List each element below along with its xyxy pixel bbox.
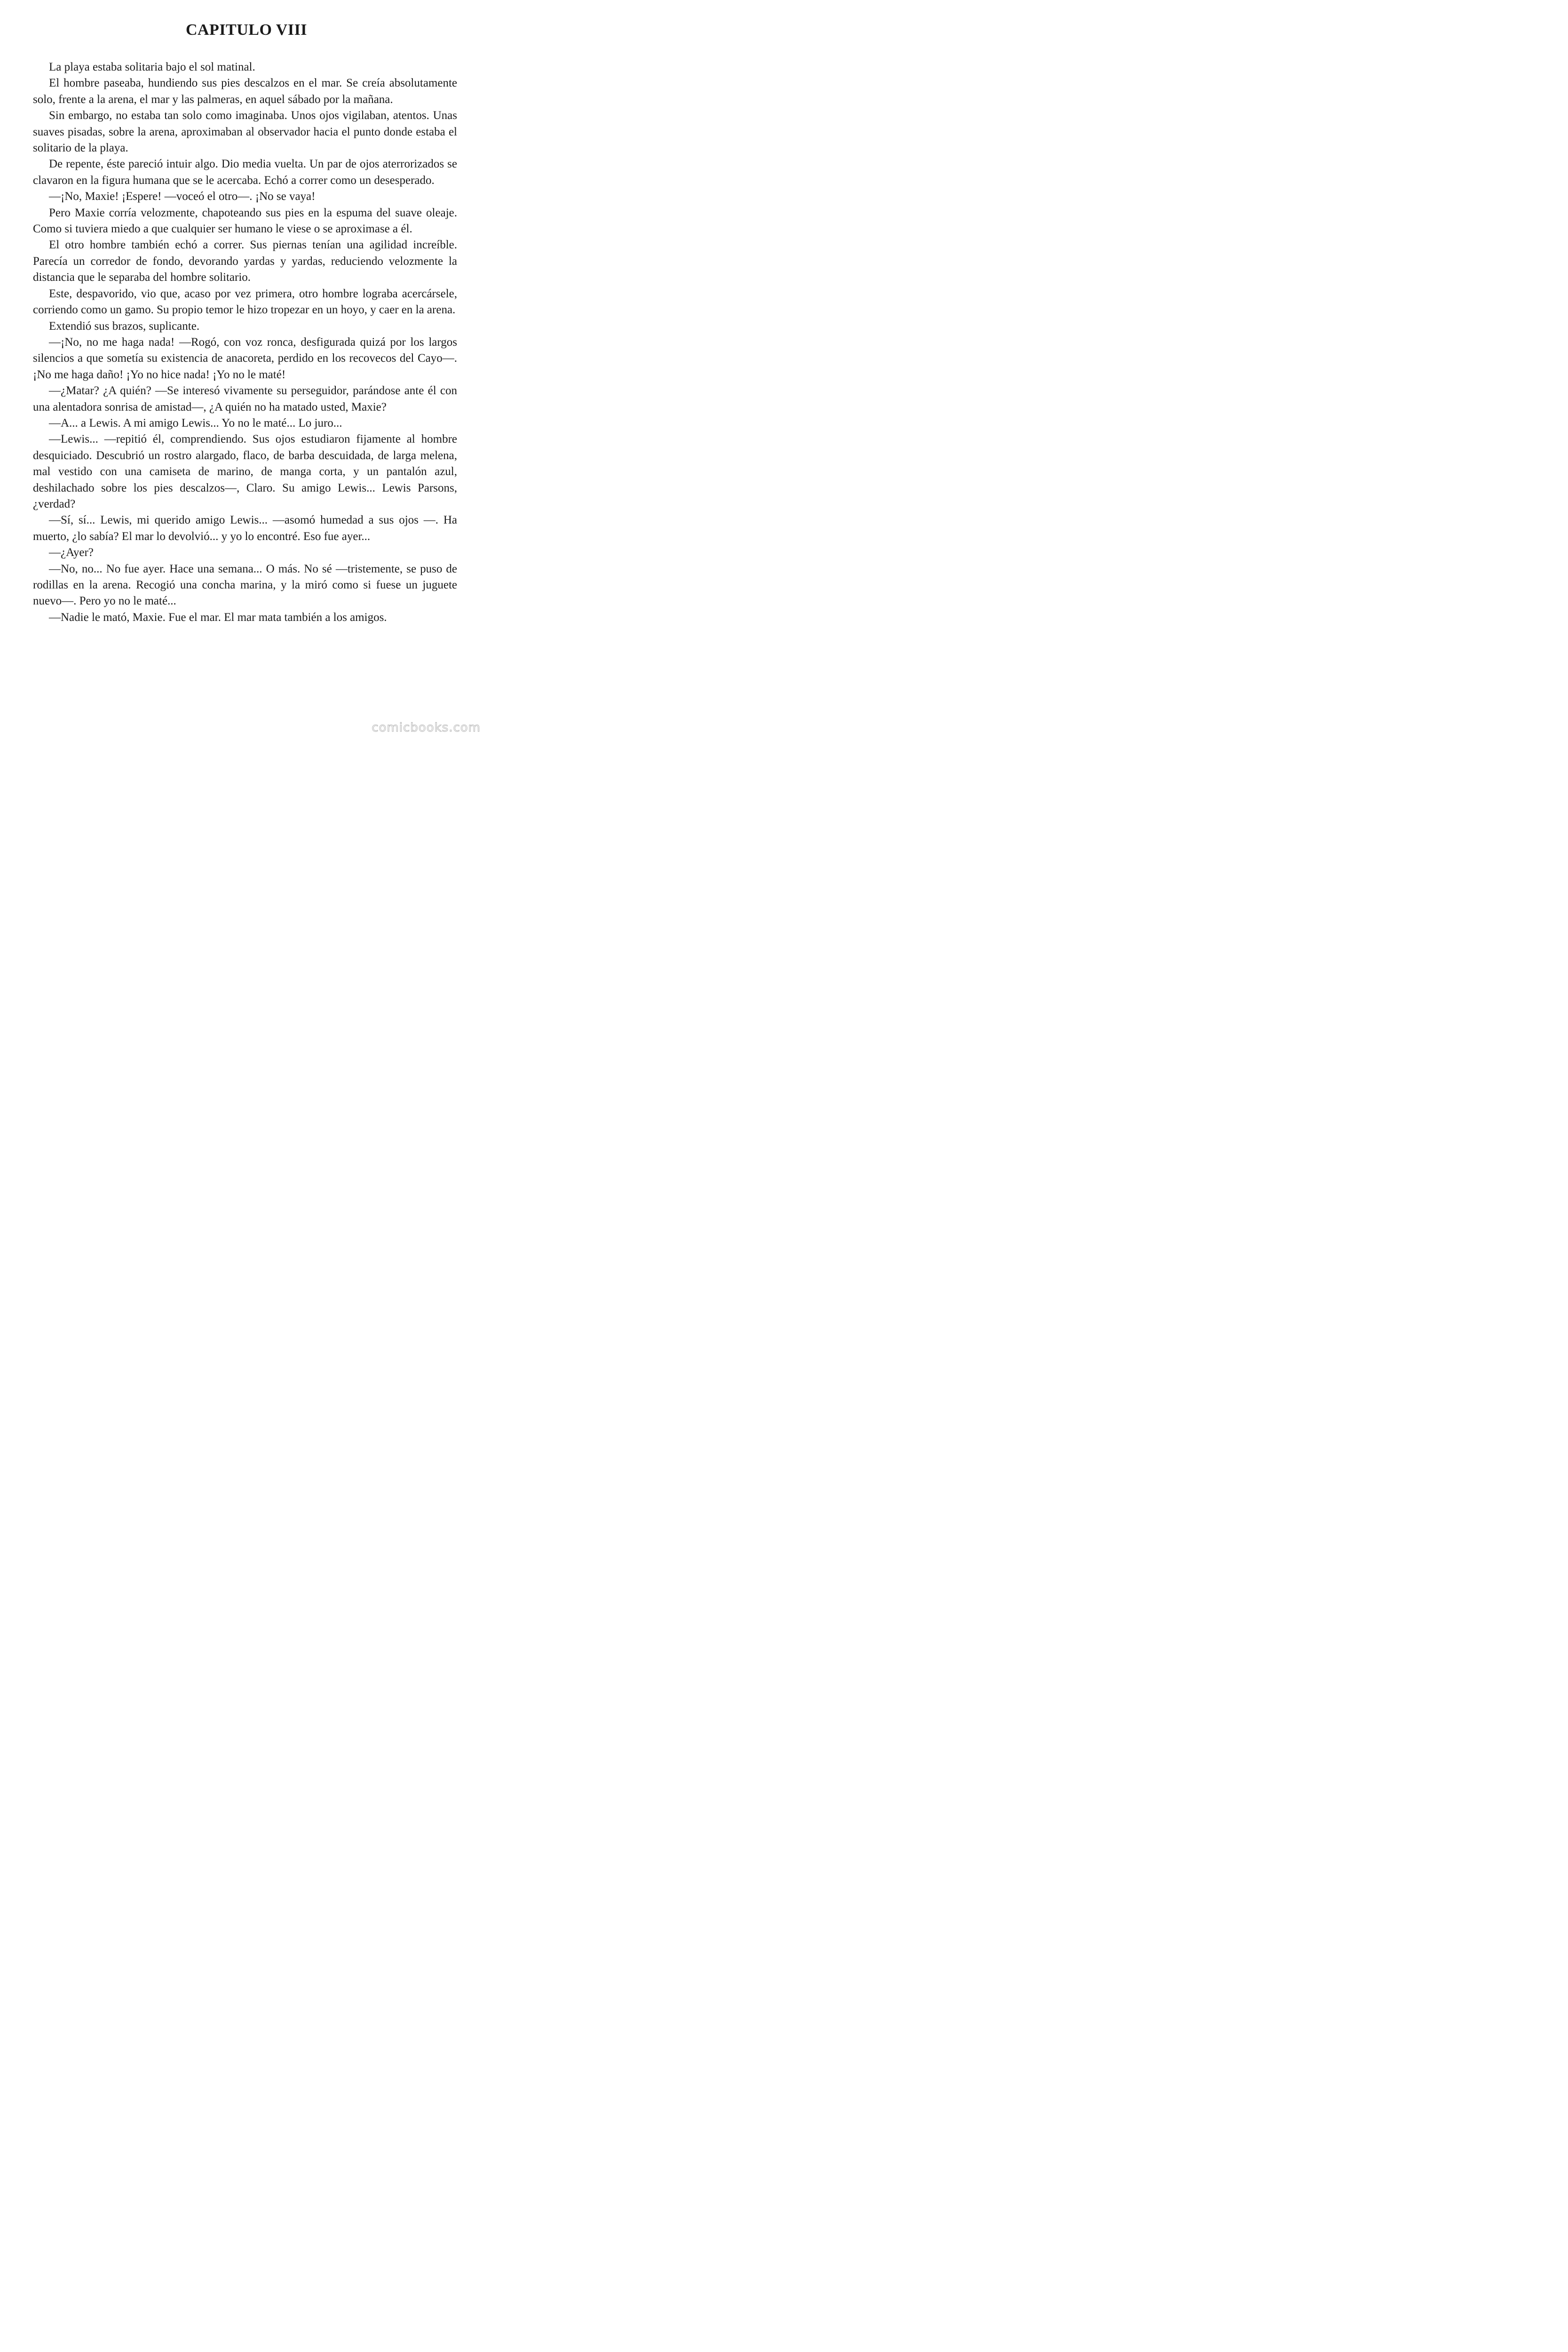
book-page (0, 0, 493, 739)
watermark: comicbooks.com (372, 721, 481, 735)
paragraph: —No, no... No fue ayer. Hace una semana... O más. No sé —tristemente, se puso de rodillas en la arena. Recogió una concha marina, y la miró como si fuese un juguete nuevo—. Pero yo no le maté... (33, 562, 457, 608)
paragraph: La playa estaba solitaria bajo el sol matinal. (49, 61, 255, 73)
paragraph: —Nadie le mató, Maxie. Fue el mar. El mar mata también a los amigos. (49, 611, 387, 624)
paragraph: —¿Ayer? (49, 546, 94, 559)
paragraph: Pero Maxie corría velozmente, chapoteando sus pies en la espuma del suave oleaje. Como si tuviera miedo a que cualquier ser humano le viese o se aproximase a él. (33, 206, 457, 236)
chapter-body (33, 59, 457, 626)
paragraph: Extendió sus brazos, suplicante. (49, 319, 200, 333)
paragraph: —¡No, Maxie! ¡Espere! —voceó el otro—. ¡No se vaya! (49, 190, 316, 203)
paragraph: El otro hombre también echó a correr. Sus piernas tenían una agilidad increíble. Parecía un corredor de fondo, devorando yardas y yardas, reduciendo velozmente la distancia que le separaba del hombre solitario. (33, 238, 457, 284)
paragraph: —Lewis... —repitió él, comprendiendo. Sus ojos estudiaron fijamente al hombre desquiciado. Descubrió un rostro alargado, flaco, de barba descuidada, de larga melena, mal vestido con una camiseta de marino, de manga corta, y un pantalón azul, deshilachado sobre los pies descalzos—, Claro. Su amigo Lewis... Lewis Parsons, ¿verdad? (33, 433, 457, 510)
chapter-title: CAPITULO VIII (185, 21, 308, 39)
paragraph: —¿Matar? ¿A quién? —Se interesó vivamente su perseguidor, parándose ante él con una alentadora sonrisa de amistad—, ¿A quién no ha matado usted, Maxie? (33, 384, 457, 413)
paragraph: Este, despavorido, vio que, acaso por vez primera, otro hombre lograba acercársele, corriendo como un gamo. Su propio temor le hizo tropezar en un hoyo, y caer en la arena. (33, 287, 457, 317)
paragraph: De repente, éste pareció intuir algo. Dio media vuelta. Un par de ojos aterrorizados se clavaron en la figura humana que se le acercaba. Echó a correr como un desesperado. (33, 158, 457, 187)
paragraph: Sin embargo, no estaba tan solo como imaginaba. Unos ojos vigilaban, atentos. Unas suaves pisadas, sobre la arena, aproximaban al observador hacia el punto donde estaba el solitario de la playa. (33, 109, 457, 155)
paragraph: —Sí, sí... Lewis, mi querido amigo Lewis... —asomó humedad a sus ojos —. Ha muerto, ¿lo sabía? El mar lo devolvió... y yo lo encontré. Eso fue ayer... (33, 514, 457, 543)
paragraph: —¡No, no me haga nada! —Rogó, con voz ronca, desfigurada quizá por los largos silencios a que sometía su existencia de anacoreta, perdido en los recovecos del Cayo—. ¡No me haga daño! ¡Yo no hice nada! ¡Yo no le maté! (33, 335, 457, 381)
paragraph: —A... a Lewis. A mi amigo Lewis... Yo no le maté... Lo juro... (49, 416, 342, 429)
paragraph: El hombre paseaba, hundiendo sus pies descalzos en el mar. Se creía absolutamente solo, frente a la arena, el mar y las palmeras, en aquel sábado por la mañana. (33, 77, 457, 106)
